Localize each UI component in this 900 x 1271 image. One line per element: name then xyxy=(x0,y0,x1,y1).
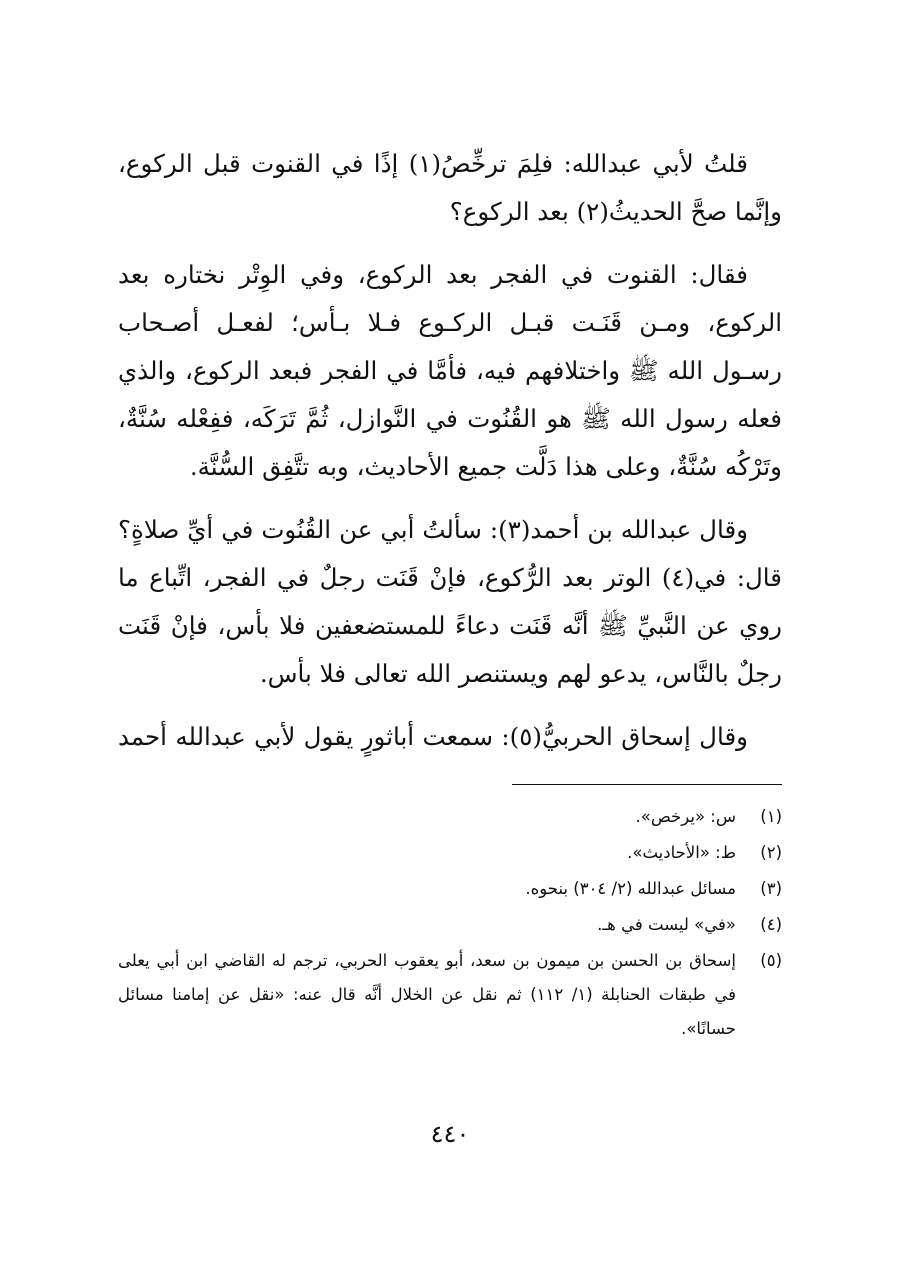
footnote-text: «في» ليست في هـ. xyxy=(597,915,736,934)
footnote-4 xyxy=(118,908,782,942)
paragraph-2: فقال: القنوت في الفجر بعد الركوع، وفي الوِتْر نختاره بعد الركوع، ومـن قَنَـت قبـل الركـوع فـلا بـأس؛ لفعـل أصـحاب رسـول الله ﷺ واختلافهم فيه، فأمَّا في الفجر فبعد الركوع، والذي فعله رسول الله ﷺ هو القُنُوت في النَّوازل، ثُمَّ تَرَكَه، ففِعْله سُنَّةٌ، وتَرْكُه سُنَّةٌ، وعلى هذا دَلَّت جميع الأحاديث، وبه تتَّفِق السُّنَّة. xyxy=(118,260,782,481)
main-text xyxy=(118,140,782,776)
footnote-2 xyxy=(118,836,782,870)
footnote-number: (٥) xyxy=(760,951,782,970)
paragraph-3: وقال عبدالله بن أحمد(٣): سألتُ أبي عن القُنُوت في أيِّ صلاةٍ؟ قال: في(٤) الوتر بعد الرُّكوع، فإنْ قَنَت رجلٌ في الفجر، اتِّباع ما روي عن النَّبيِّ ﷺ أنَّه قَنَت دعاءً للمستضعفين فلا بأس، فإنْ قَنَت رجلٌ بالنَّاس، يدعو لهم ويستنصر الله تعالى فلا بأس. xyxy=(118,515,782,688)
footnote-number: (٤) xyxy=(760,915,782,934)
footnote-separator xyxy=(512,784,782,785)
footnote-text: ط: «الأحاديث». xyxy=(627,843,736,862)
paragraph-1: قلتُ لأبي عبدالله: فلِمَ ترخِّصُ(١) إذًا في القنوت قبل الركوع، وإنَّما صحَّ الحديثُ(٢) بعد الركوع؟ xyxy=(118,149,782,226)
footnote-1 xyxy=(118,800,782,834)
footnote-number: (٣) xyxy=(760,879,782,898)
footnote-3 xyxy=(118,872,782,906)
footnote-5 xyxy=(118,944,782,1046)
page-number: ٤٤٠ xyxy=(430,1120,470,1148)
footnote-text: س: «يرخص». xyxy=(635,807,736,826)
footnotes xyxy=(118,800,782,1048)
footnote-text: إسحاق بن الحسن بن ميمون بن سعد، أبو يعقوب الحربي، ترجم له القاضي ابن أبي يعلى في طبقات الحنابلة (١/ ١١٢) ثم نقل عن الخلال أنَّه قال عنه: «نقل عن إمامنا مسائل حسانًا». xyxy=(118,951,736,1038)
footnote-text: مسائل عبدالله (٢/ ٣٠٤) بنحوه. xyxy=(525,879,736,898)
footnote-number: (٢) xyxy=(760,843,782,862)
paragraph-4: وقال إسحاق الحربيُّ(٥): سمعت أباثورٍ يقول لأبي عبدالله أحمد xyxy=(118,722,748,751)
footnote-number: (١) xyxy=(760,807,782,826)
